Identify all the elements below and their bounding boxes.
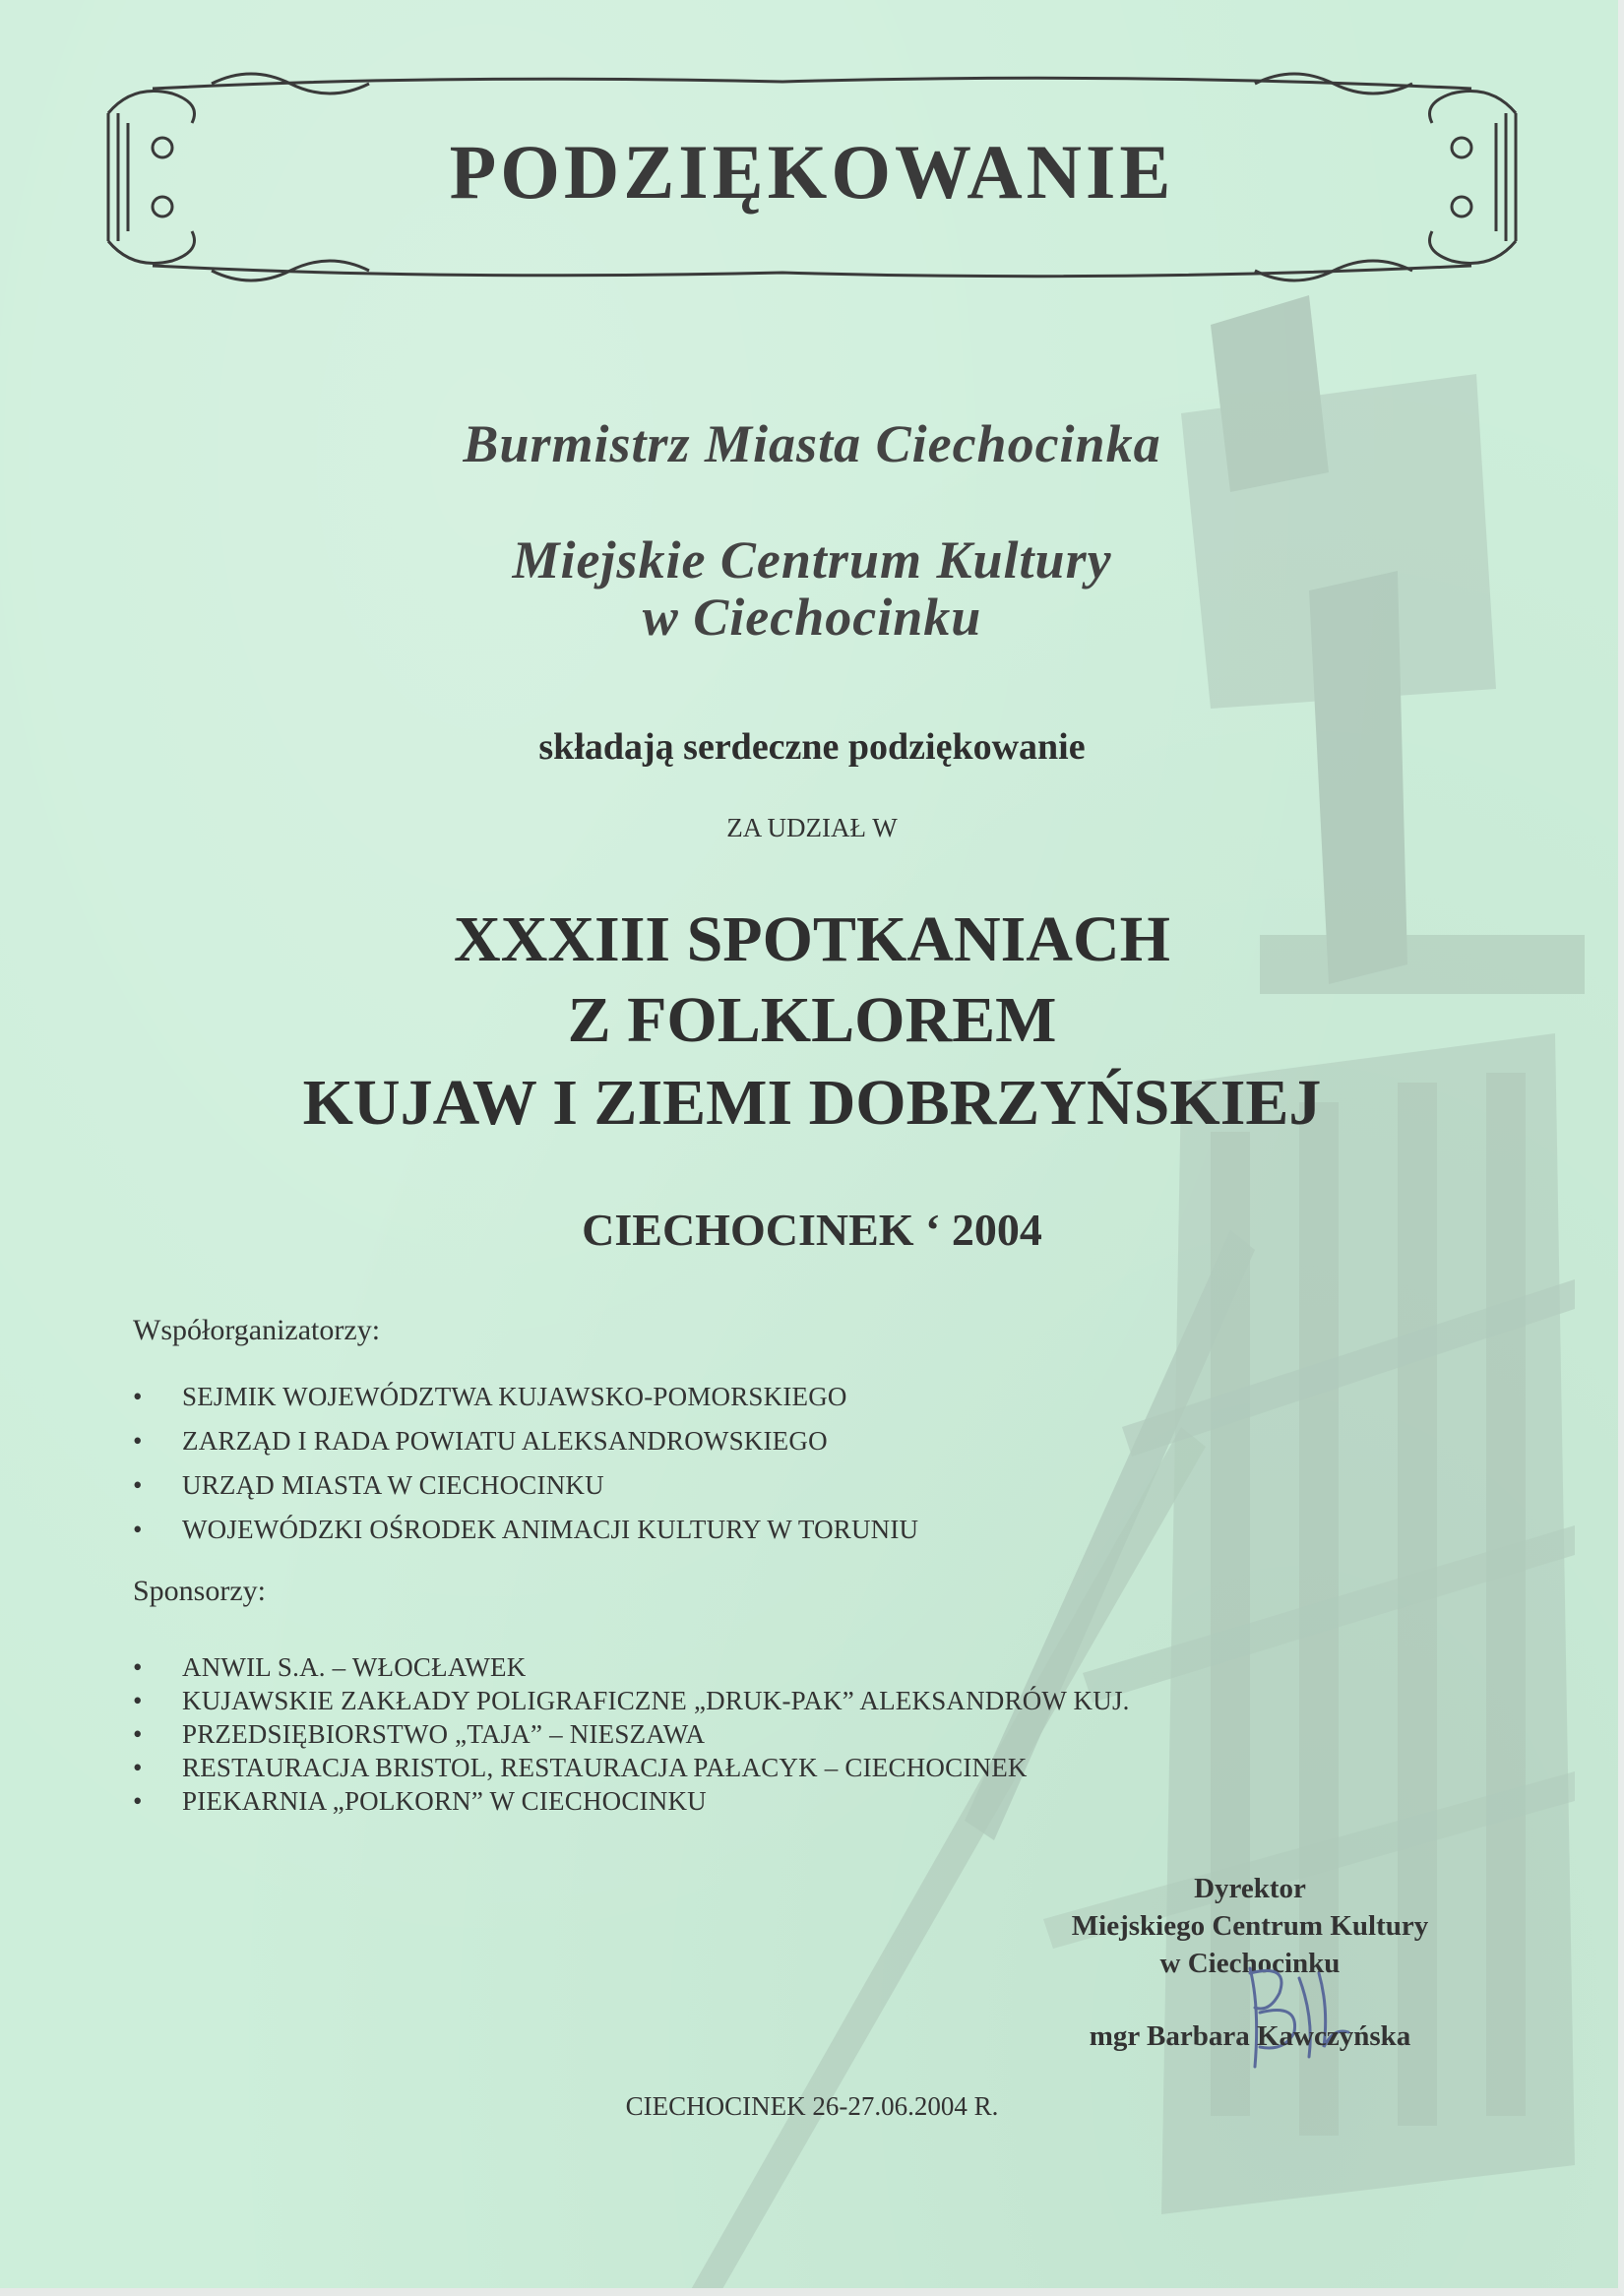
list-item [133,1650,1314,1684]
coorganizer-name: URZĄD MIASTA W CIECHOCINKU [182,1470,604,1500]
participation-line: ZA UDZIAŁ W [726,813,898,842]
issuer-cultural-center: Miejskie Centrum Kultury [512,530,1112,590]
bullet-icon: • [133,1470,143,1500]
list-item [133,1717,1314,1751]
sponsors-list [133,1650,1314,1818]
sponsor-name: RESTAURACJA BRISTOL, RESTAURACJA PAŁACYK – CIECHOCINEK [182,1753,1028,1782]
event-name-line-3: KUJAW I ZIEMI DOBRZYŃSKIEJ [302,1067,1322,1139]
signatory-institution-town: w Ciechocinku [1159,1948,1341,1979]
sponsors-label: Sponsorzy: [133,1575,266,1607]
signatory-role: Dyrektor [1194,1873,1306,1904]
bullet-icon: • [133,1753,143,1782]
event-name-line-2: Z FOLKLOREM [567,984,1057,1056]
sponsor-name: PRZEDSIĘBIORSTWO „TAJA” – NIESZAWA [182,1719,706,1749]
coorganizer-name: WOJEWÓDZKI OŚRODEK ANIMACJI KULTURY W TORUNIU [182,1515,919,1544]
event-name-line-1: XXXIII SPOTKANIACH [454,903,1170,975]
list-item [133,1508,1314,1552]
coorganizer-name: SEJMIK WOJEWÓDZTWA KUJAWSKO-POMORSKIEGO [182,1382,847,1411]
bullet-icon: • [133,1426,143,1456]
place-and-date: CIECHOCINEK 26-27.06.2004 R. [625,2091,999,2121]
bullet-icon: • [133,1382,143,1411]
list-item [133,1419,1314,1463]
thanks-line: składają serdeczne podziękowanie [538,726,1086,768]
issuer-cultural-center-town: w Ciechocinku [642,588,982,647]
signatory-name: mgr Barbara Kawczyńska [1089,2020,1411,2052]
bullet-icon: • [133,1652,143,1682]
list-item [133,1684,1314,1717]
bullet-icon: • [133,1515,143,1544]
sponsor-name: PIEKARNIA „POLKORN” W CIECHOCINKU [182,1786,707,1816]
bullet-icon: • [133,1786,143,1816]
event-place-year: CIECHOCINEK ‘ 2004 [582,1205,1042,1255]
list-item [133,1751,1314,1784]
issuer-mayor: Burmistrz Miasta Ciechocinka [463,414,1161,473]
coorganizers-list [133,1375,1314,1552]
coorganizer-name: ZARZĄD I RADA POWIATU ALEKSANDROWSKIEGO [182,1426,828,1456]
signatory-institution: Miejskiego Centrum Kultury [1071,1910,1429,1942]
coorganizers-label: Współorganizatorzy: [133,1314,381,1346]
sponsor-name: KUJAWSKIE ZAKŁADY POLIGRAFICZNE „DRUK-PAK” ALEKSANDRÓW KUJ. [182,1686,1130,1715]
certificate-title: PODZIĘKOWANIE [449,129,1175,215]
sponsor-name: ANWIL S.A. – WŁOCŁAWEK [182,1652,527,1682]
list-item [133,1463,1314,1508]
bullet-icon: • [133,1719,143,1749]
list-item [133,1375,1314,1419]
list-item [133,1784,1314,1818]
bullet-icon: • [133,1686,143,1715]
